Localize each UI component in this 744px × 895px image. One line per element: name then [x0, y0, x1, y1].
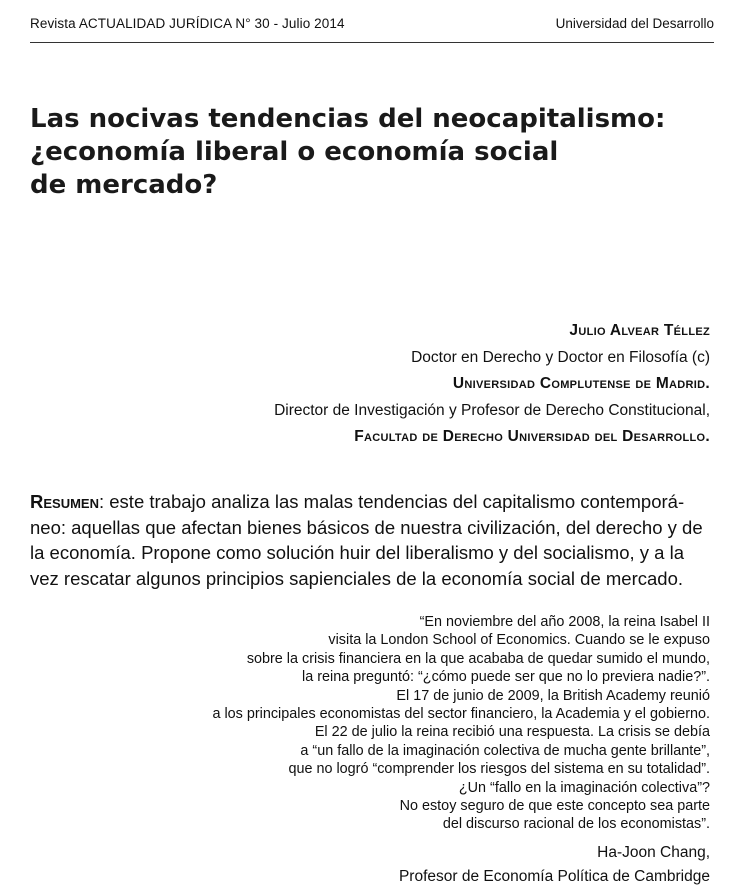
abstract-line: vez rescatar algunos principios sapienciales de la economía social de mercado. [30, 567, 683, 589]
title-line: de mercado? [30, 170, 218, 200]
article-title [30, 103, 730, 202]
university-name: Universidad del Desarrollo [555, 16, 714, 31]
author-degree: Doctor en Derecho y Doctor en Filosofía (c) [411, 348, 710, 366]
author-faculty: Facultad de Derecho Universidad del Desarrollo. [354, 428, 710, 445]
author-name: Julio Alvear Téllez [569, 322, 710, 339]
epigraph-line: del discurso racional de los economistas”. [442, 816, 710, 833]
title-line: ¿economía liberal o economía social [30, 137, 559, 167]
attribution-role: Profesor de Economía Política de Cambridge [398, 868, 710, 885]
journal-citation: Revista ACTUALIDAD JURÍDICA N° 30 - Julio 2014 [30, 16, 345, 31]
author-affiliation [274, 318, 710, 451]
epigraph-line: El 17 de junio de 2009, la British Academy reunió [396, 687, 710, 704]
epigraph-line: sobre la crisis financiera en la que acababa de quedar sumido el mundo, [246, 650, 710, 667]
epigraph-quote [212, 613, 710, 834]
epigraph-attribution [399, 841, 710, 889]
title-line: Las nocivas tendencias del neocapitalismo: [30, 104, 666, 134]
epigraph-line: la reina preguntó: “¿cómo puede ser que no lo previera nadie?”. [302, 669, 710, 686]
abstract-text: : este trabajo analiza las malas tendencias del capitalismo contemporá- [98, 491, 685, 512]
author-position: Director de Investigación y Profesor de Derecho Constitucional, [274, 401, 710, 419]
author-university: Universidad Complutense de Madrid. [452, 375, 710, 392]
epigraph-line: “En noviembre del año 2008, la reina Isabel II [419, 614, 710, 630]
epigraph-line: visita la London School of Economics. Cuando se le expuso [328, 632, 710, 649]
epigraph-line: ¿Un “fallo en la imaginación colectiva”? [458, 779, 710, 796]
abstract-line [30, 489, 714, 515]
running-header [30, 14, 714, 43]
epigraph-line: El 22 de julio la reina recibió una respuesta. La crisis se debía [314, 724, 710, 741]
abstract [30, 489, 714, 591]
epigraph-line: a los principales economistas del sector financiero, la Academia y el gobierno. [212, 706, 710, 723]
epigraph-line: No estoy seguro de que este concepto sea parte [399, 798, 710, 815]
abstract-line: la economía. Propone como solución huir del liberalismo y del socialismo, y a la [30, 542, 684, 563]
abstract-label: Resumen [30, 491, 99, 512]
epigraph-line: a “un fallo de la imaginación colectiva de mucha gente brillante”, [300, 742, 710, 759]
abstract-line: neo: aquellas que afectan bienes básicos de nuestra civilización, del derecho y de [30, 516, 703, 538]
epigraph-line: que no logró “comprender los riesgos del sistema en su totalidad”. [288, 761, 710, 778]
attribution-name: Ha-Joon Chang, [597, 844, 710, 861]
